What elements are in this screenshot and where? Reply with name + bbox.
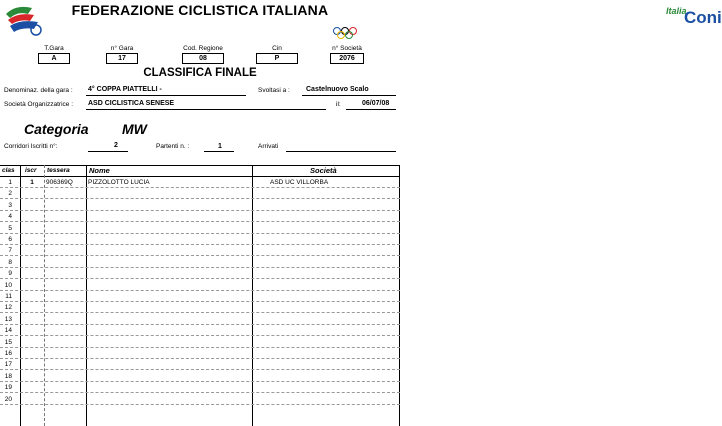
page-title: FEDERAZIONE CICLISTICA ITALIANA	[71, 2, 329, 18]
cell-tessera	[46, 382, 86, 393]
cell-nome	[88, 348, 248, 359]
table-row	[0, 382, 400, 393]
header-iscr: iscr	[25, 167, 37, 174]
cell-iscr	[20, 382, 44, 393]
cell-societa	[270, 382, 398, 393]
cell-clas: 9	[8, 270, 12, 278]
ngara-box: 17	[106, 53, 138, 64]
cell-nome: PIZZOLOTTO LUCIA	[88, 179, 150, 186]
cell-tessera	[46, 245, 86, 256]
cell-nome	[88, 291, 248, 302]
cell-societa	[270, 257, 398, 268]
enrolled-label: Corridori Iscritti n°:	[4, 143, 58, 150]
field-ngara: n° Gara 17	[106, 44, 138, 64]
table-row	[0, 348, 400, 359]
race-label: Denominaz. della gara :	[4, 87, 73, 94]
cell-clas: 7	[8, 247, 12, 255]
cod-regione-box: 08	[182, 53, 224, 64]
cell-tessera	[46, 337, 86, 348]
table-row	[0, 314, 400, 325]
cell-tessera	[46, 291, 86, 302]
cell-iscr	[20, 314, 44, 325]
cell-societa	[270, 359, 398, 370]
cell-societa	[270, 302, 398, 313]
cell-nome	[88, 359, 248, 370]
cell-iscr	[20, 223, 44, 234]
cell-nome	[88, 337, 248, 348]
venue: Castelnuovo Scalo	[306, 86, 369, 93]
cell-tessera: 906369Q	[46, 179, 73, 186]
table-row	[0, 359, 400, 370]
cell-clas: 14	[4, 327, 12, 335]
cell-tessera	[46, 280, 86, 291]
table-row	[0, 302, 400, 313]
cell-nome	[88, 302, 248, 313]
cell-iscr	[20, 394, 44, 405]
field-cin: Cin P	[256, 44, 298, 64]
cell-societa	[270, 223, 398, 234]
table-row	[0, 394, 400, 405]
cell-iscr	[20, 245, 44, 256]
table-row	[0, 223, 400, 234]
cell-clas: 1	[8, 179, 12, 186]
cell-nome	[88, 257, 248, 268]
date-underline	[346, 109, 396, 110]
cell-tessera	[46, 211, 86, 222]
cell-clas: 15	[4, 338, 12, 346]
starters-label: Partenti n. :	[156, 143, 190, 150]
cell-tessera	[46, 371, 86, 382]
table-row	[0, 211, 400, 222]
cell-clas: 17	[4, 361, 12, 369]
cell-clas: 11	[5, 293, 12, 300]
org-name: ASD CICLISTICA SENESE	[88, 100, 175, 107]
cell-nome	[88, 371, 248, 382]
cell-societa	[270, 188, 398, 199]
cell-iscr	[20, 371, 44, 382]
cell-iscr	[20, 291, 44, 302]
cell-clas: 20	[4, 395, 12, 403]
cell-tessera	[46, 200, 86, 211]
cell-clas: 18	[4, 372, 12, 380]
cell-tessera	[46, 314, 86, 325]
starters-value: 1	[218, 143, 222, 150]
cell-iscr	[20, 257, 44, 268]
coni-logo	[332, 2, 722, 40]
tgara-box: A	[38, 53, 70, 64]
table-row	[0, 257, 400, 268]
olympic-rings-icon	[332, 26, 358, 40]
cell-tessera	[46, 223, 86, 234]
cell-societa	[270, 245, 398, 256]
cell-nome	[88, 268, 248, 279]
table-row	[0, 371, 400, 382]
cell-iscr	[20, 211, 44, 222]
cell-iscr	[20, 359, 44, 370]
cell-societa	[270, 337, 398, 348]
coni-word-text: Coni	[684, 8, 722, 27]
category-value: MW	[122, 121, 147, 137]
cell-clas: 12	[4, 304, 12, 312]
cell-tessera	[46, 302, 86, 313]
cell-nome	[88, 325, 248, 336]
cell-societa	[270, 291, 398, 302]
cell-societa	[270, 371, 398, 382]
table-row	[0, 188, 400, 199]
header-clas: clas	[2, 167, 15, 174]
cell-iscr	[20, 188, 44, 199]
cell-societa	[270, 234, 398, 245]
race-name: 4° COPPA PIATTELLI -	[88, 86, 162, 93]
arrived-label: Arrivati	[258, 143, 279, 150]
header-societa: Società	[310, 166, 337, 175]
cell-clas: 3	[8, 201, 12, 209]
org-label: Società Organizzatrice :	[4, 101, 74, 108]
cell-iscr	[20, 268, 44, 279]
table-row	[0, 325, 400, 336]
cell-societa: ASD UC VILLORBA	[270, 179, 329, 186]
classifica-title: CLASSIFICA FINALE	[143, 67, 257, 79]
race-underline	[86, 95, 246, 96]
cell-iscr	[20, 280, 44, 291]
cin-box: P	[256, 53, 298, 64]
cell-iscr	[20, 325, 44, 336]
cell-clas: 6	[8, 236, 12, 243]
org-underline	[86, 109, 326, 110]
table-row	[0, 200, 400, 211]
enrolled-value: 2	[114, 142, 118, 149]
cell-tessera	[46, 325, 86, 336]
table-row	[0, 245, 400, 256]
table-row	[0, 291, 400, 302]
cell-societa	[270, 314, 398, 325]
cell-iscr: 1	[30, 179, 34, 186]
cell-tessera	[46, 234, 86, 245]
starters-underline	[204, 151, 234, 152]
cell-clas: 13	[4, 315, 12, 323]
cell-tessera	[46, 394, 86, 405]
cell-societa	[270, 200, 398, 211]
cell-tessera	[46, 359, 86, 370]
table-row	[0, 234, 400, 245]
cell-societa	[270, 268, 398, 279]
cell-iscr	[20, 348, 44, 359]
table-row	[0, 177, 400, 188]
date-label: il:	[336, 101, 341, 108]
venue-label: Svoltasi a :	[258, 87, 290, 94]
arrived-underline	[286, 151, 396, 152]
cell-nome	[88, 200, 248, 211]
header-tessera: tessera	[47, 167, 70, 174]
enrolled-underline	[88, 151, 128, 152]
cell-tessera	[46, 188, 86, 199]
cell-societa	[270, 348, 398, 359]
cell-iscr	[20, 337, 44, 348]
cell-nome	[88, 314, 248, 325]
table-row	[0, 280, 400, 291]
cell-clas: 16	[4, 350, 12, 357]
field-cod-regione: Cod. Regione 08	[183, 45, 223, 62]
cell-clas: 5	[8, 224, 12, 232]
cell-nome	[88, 211, 248, 222]
cell-nome	[88, 382, 248, 393]
cell-tessera	[46, 348, 86, 359]
field-n-societa: n° Società 2076	[330, 44, 364, 64]
cell-clas: 19	[4, 384, 12, 392]
cell-iscr	[20, 200, 44, 211]
cell-clas: 4	[8, 213, 12, 221]
table-row	[0, 268, 400, 279]
field-tgara: T.Gara A	[38, 44, 70, 64]
cell-tessera	[46, 257, 86, 268]
cell-nome	[88, 280, 248, 291]
cell-nome	[88, 245, 248, 256]
cell-nome	[88, 394, 248, 405]
cell-clas: 8	[8, 258, 12, 266]
cell-iscr	[20, 234, 44, 245]
cell-tessera	[46, 268, 86, 279]
cell-clas: 10	[4, 281, 12, 289]
cell-iscr	[20, 302, 44, 313]
cell-societa	[270, 394, 398, 405]
cell-nome	[88, 188, 248, 199]
cell-nome	[88, 223, 248, 234]
table-row	[0, 337, 400, 348]
venue-underline	[302, 95, 396, 96]
cell-societa	[270, 211, 398, 222]
cell-societa	[270, 325, 398, 336]
coni-italia-text: Italia	[666, 6, 687, 16]
category-label: Categoria	[24, 121, 89, 137]
n-societa-box: 2076	[330, 53, 364, 64]
cell-nome	[88, 234, 248, 245]
cell-societa	[270, 280, 398, 291]
cell-clas: 2	[8, 190, 12, 198]
date-value: 06/07/08	[362, 100, 390, 107]
header-nome: Nome	[89, 166, 110, 175]
